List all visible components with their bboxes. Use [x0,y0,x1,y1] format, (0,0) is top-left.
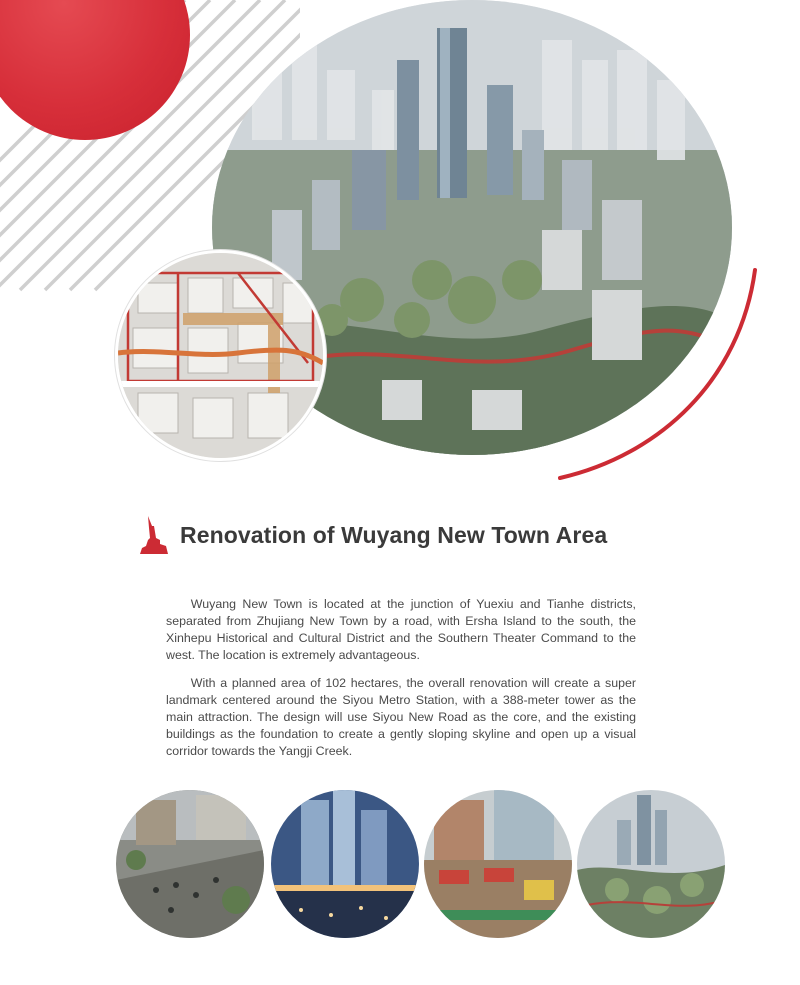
street-market-illustration [424,790,572,938]
night-towers-illustration [271,790,419,938]
article-paragraph-2: With a planned area of 102 hectares, the overall renovation will create a super landmark centered around the Siyou Metro Station, with a 388-meter tower as the main attraction. The design will use Siyou New Road as the core, and the existing buildings as the foundation to create a gently sloping skyline and open up a visual corridor towards the Yangji Creek. [166,676,636,758]
thumbnail-street-market [424,790,572,938]
decorative-red-arc [540,260,780,490]
thumbnail-night-towers [271,790,419,938]
article-title: Renovation of Wuyang New Town Area [180,522,608,548]
thumbnail-pedestrian-plaza [116,790,264,938]
site-plan-illustration [118,253,323,458]
landmark-silhouette-icon [138,514,172,554]
article-paragraph-1: Wuyang New Town is located at the junction of Yuexiu and Tianhe districts, separated from Zhujiang New Town by a road, with Ersha Island to the south, the Xinhepu Historical and Cultural District and the Southern Theater Command to the west. The location is extremely advantageous. [166,597,636,662]
pedestrian-plaza-illustration [116,790,264,938]
aerial-district-illustration [577,790,725,938]
thumbnail-aerial-district [577,790,725,938]
site-plan-map [115,250,326,461]
